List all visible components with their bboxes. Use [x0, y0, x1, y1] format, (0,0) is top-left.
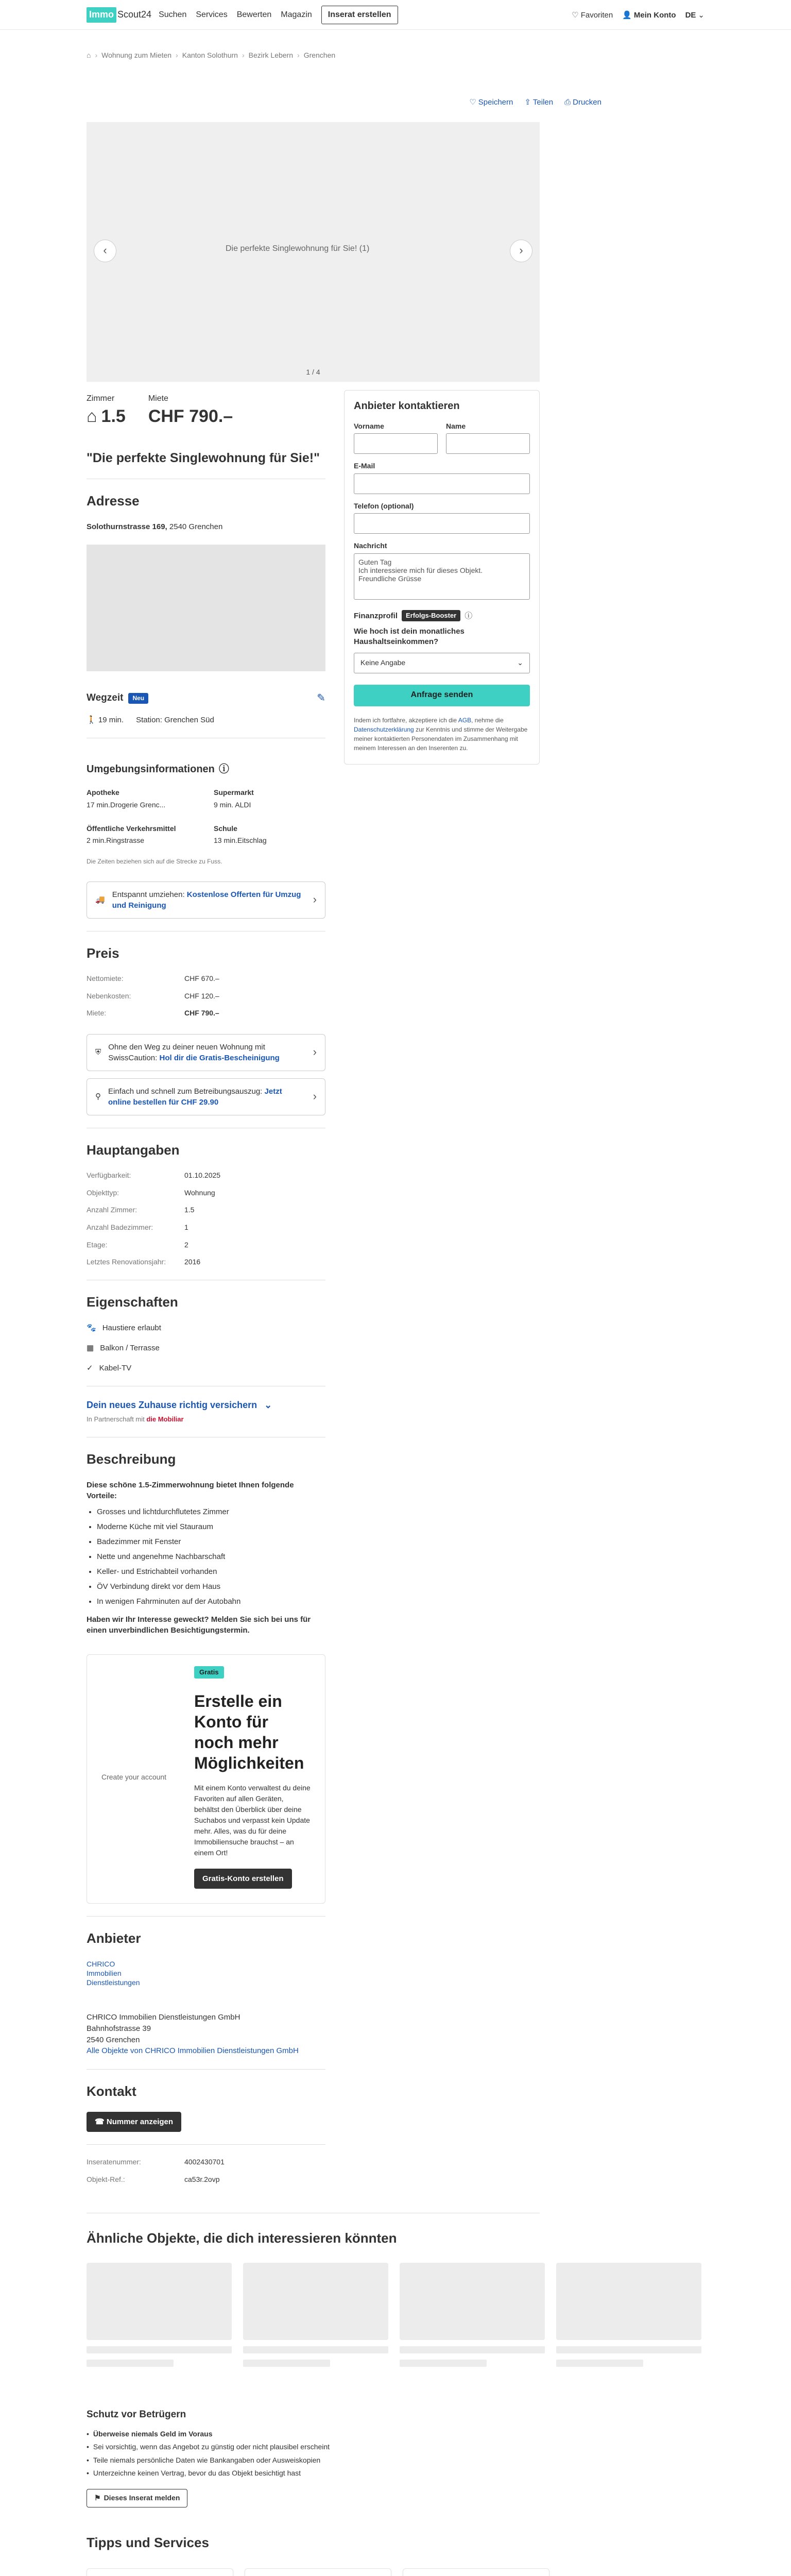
phone-input[interactable]	[354, 513, 530, 534]
contact-key: Objekt-Ref.:	[87, 2175, 125, 2184]
moving-promo-link: Kostenlose Offerten für Umzug und Reinigung	[112, 890, 301, 910]
provider-all-listings-link[interactable]: Alle Objekte von CHRICO Immobilien Dienstleistungen GmbH	[87, 2046, 299, 2056]
info-value: 1	[184, 1223, 188, 1231]
heart-icon: ♡	[469, 97, 476, 107]
similar-image	[243, 2263, 388, 2340]
message-input[interactable]	[354, 553, 530, 600]
map[interactable]	[87, 545, 325, 671]
lastname-input[interactable]	[446, 433, 530, 454]
new-badge: Neu	[128, 693, 148, 704]
rent-fact	[148, 393, 233, 429]
environment-value: 9 min. ALDI	[214, 801, 251, 809]
info-value: Wohnung	[184, 1188, 215, 1197]
services-heading: Tipps und Services	[87, 2534, 209, 2550]
price-value: CHF 120.–	[184, 991, 219, 1000]
similar-placeholder	[400, 2346, 545, 2353]
contact-form-heading: Anbieter kontaktieren	[354, 400, 460, 412]
contact-value: 4002430701	[184, 2158, 225, 2166]
breadcrumb	[87, 30, 704, 61]
fraud-text: Überweise niemals Geld im Voraus	[93, 2429, 213, 2438]
contact-value: ca53r.2ovp	[184, 2175, 220, 2184]
chevron-right-icon: ›	[313, 893, 317, 906]
commute-row	[87, 691, 325, 705]
feature-label: Haustiere erlaubt	[102, 1324, 161, 1333]
moving-promo-text: Entspannt umziehen:	[112, 890, 187, 899]
info-key: Letztes Renovationsjahr:	[87, 1258, 166, 1266]
income-select-value: Keine Angabe	[360, 658, 406, 667]
price-row	[87, 974, 325, 984]
account-title: Erstelle ein Konto für noch mehr Möglichkeiten	[194, 1692, 304, 1773]
language-select[interactable]	[685, 10, 704, 21]
environment-category: Supermarkt	[214, 788, 254, 797]
description-intro: Diese schöne 1.5-Zimmerwohnung bietet Ihnen folgende Vorteile:	[87, 1480, 294, 1500]
similar-listings	[87, 2263, 704, 2367]
home-icon[interactable]: ⌂	[87, 51, 91, 59]
listing-title: "Die perfekte Singlewohnung für Sie!"	[87, 450, 320, 465]
features-heading: Eigenschaften	[87, 1294, 178, 1310]
similar-placeholder	[400, 2360, 487, 2367]
description-heading: Beschreibung	[87, 1451, 176, 1467]
info-value: 2016	[184, 1258, 201, 1266]
breadcrumb-item[interactable]: Wohnung zum Mieten	[101, 51, 172, 59]
header-actions	[572, 10, 704, 21]
address-street: Solothurnstrasse 169,	[87, 522, 167, 532]
chevron-right-icon: ›	[313, 1045, 317, 1059]
environment-note: Die Zeiten beziehen sich auf die Strecke zu Fuss.	[87, 857, 222, 865]
provider-address	[87, 2012, 325, 2057]
provider-heading: Anbieter	[87, 1930, 141, 1946]
chevron-right-icon: ›	[313, 1090, 317, 1103]
email-label: E-Mail	[354, 462, 375, 470]
provider-city: 2540 Grenchen	[87, 2035, 140, 2044]
site-header	[0, 0, 791, 30]
image-gallery[interactable]	[87, 122, 540, 382]
breadcrumb-item[interactable]: Kanton Solothurn	[182, 51, 238, 59]
badge-icon: ⚲	[95, 1092, 101, 1101]
feature-item	[87, 1323, 325, 1333]
deposit-promo-link: Hol dir die Gratis-Bescheinigung	[159, 1053, 280, 1062]
rooms-label: Zimmer	[87, 394, 115, 403]
address-city: 2540 Grenchen	[167, 522, 223, 532]
divider	[87, 1916, 325, 1917]
print-button[interactable]	[564, 97, 601, 108]
environment-value: 13 min.Eitschlag	[214, 836, 267, 845]
privacy-link[interactable]: Datenschutzerklärung	[354, 725, 414, 733]
info-key: Etage:	[87, 1240, 108, 1249]
truck-icon: 🚚	[95, 895, 105, 905]
insurance-partner	[87, 1415, 325, 1424]
firstname-input[interactable]	[354, 433, 438, 454]
similar-heading: Ähnliche Objekte, die dich interessieren könnten	[87, 2230, 397, 2246]
divider	[87, 2069, 325, 2070]
main-info-heading: Hauptangaben	[87, 1142, 180, 1158]
account-link[interactable]	[622, 10, 676, 21]
info-row	[87, 1240, 325, 1250]
environment-item	[214, 788, 325, 810]
services-grid	[87, 2568, 704, 2576]
feature-label: Balkon / Terrasse	[100, 1344, 160, 1353]
environment-category: Apotheke	[87, 788, 119, 797]
info-row	[87, 1205, 325, 1215]
commute-walk: 19 min.	[98, 716, 124, 725]
description-bullet: • Badezimmer mit Fenster	[97, 1536, 325, 1547]
account-image-alt: Create your account	[101, 1773, 167, 1782]
description-list	[97, 1506, 325, 1607]
user-icon: 👤	[622, 10, 632, 20]
contact-form-column	[344, 390, 540, 765]
price-key: Nettomiete:	[87, 974, 124, 983]
info-row	[87, 1171, 325, 1181]
check-icon: ✓	[87, 1364, 93, 1373]
feature-item	[87, 1343, 325, 1353]
info-icon[interactable]: ⓘ	[218, 764, 229, 775]
legal-text	[354, 716, 530, 753]
show-number-label: Nummer anzeigen	[106, 2117, 174, 2127]
chevron-right-icon: ›	[95, 51, 98, 59]
description	[87, 1480, 325, 1636]
balcony-icon: ▦	[87, 1344, 94, 1353]
legal-text-1: Indem ich fortfahre, akzeptiere ich die	[354, 716, 458, 724]
contact-heading: Kontakt	[87, 2083, 136, 2099]
similar-image	[556, 2263, 701, 2340]
chevron-down-icon: ⌄	[264, 1400, 272, 1411]
moving-promo[interactable]	[87, 882, 325, 919]
chevron-down-icon: ⌄	[698, 10, 704, 20]
info-row	[87, 1257, 325, 1267]
free-badge: Gratis	[194, 1666, 224, 1679]
language-label: DE	[685, 10, 696, 20]
account-image	[101, 1666, 179, 1889]
listing-actions	[87, 97, 704, 108]
extract-promo[interactable]	[87, 1078, 325, 1115]
room-icon: ⌂	[87, 406, 97, 426]
feature-item	[87, 1363, 325, 1374]
nav-services[interactable]: Services	[196, 10, 228, 19]
price-row	[87, 991, 325, 1002]
chevron-right-icon: ›	[242, 51, 245, 59]
contact-row	[87, 2157, 325, 2167]
save-label: Speichern	[478, 97, 513, 107]
report-listing-button[interactable]	[87, 2489, 187, 2507]
save-button[interactable]	[469, 97, 513, 108]
environment-value: 17 min.Drogerie Grenc...	[87, 801, 166, 809]
nav-magazine[interactable]: Magazin	[281, 10, 312, 19]
account-text: Mit einem Konto verwaltest du deine Favoriten auf allen Geräten, behältst den Überblick über deine Suchabos und verpasst kein Update mehr. Alles, was du für deine Immobiliensuche brauchst – an einem Ort!	[194, 1784, 311, 1857]
price-row	[87, 1008, 325, 1019]
insurance-partner-label: In Partnerschaft mit	[87, 1415, 145, 1423]
dot-icon: •	[87, 2443, 89, 2451]
similar-card[interactable]	[556, 2263, 701, 2367]
fraud-item	[87, 2455, 704, 2466]
commute-detail	[87, 715, 325, 725]
share-button[interactable]	[524, 97, 553, 108]
environment-value: 2 min.Ringstrasse	[87, 836, 145, 845]
dot-icon: •	[87, 2455, 89, 2464]
printer-icon: ⎙	[564, 97, 571, 107]
fraud-text: Sei vorsichtig, wenn das Angebot zu günstig oder nicht plausibel erscheint	[93, 2443, 330, 2451]
rent-label: Miete	[148, 394, 168, 403]
show-number-button[interactable]	[87, 2112, 181, 2132]
phone-label: Telefon (optional)	[354, 501, 414, 510]
favorites-link[interactable]	[572, 10, 613, 21]
booster-badge: Erfolgs-Booster	[402, 610, 460, 621]
commute-station: Station: Grenchen Süd	[136, 716, 214, 725]
financial-profile-label: Finanzprofil	[354, 611, 398, 620]
favorites-label: Favoriten	[580, 10, 613, 20]
extract-promo-link: Jetzt online bestellen für CHF 29.90	[108, 1087, 282, 1107]
terms-link[interactable]: AGB	[458, 716, 472, 724]
deposit-promo[interactable]	[87, 1034, 325, 1071]
environment-grid	[87, 788, 325, 845]
chevron-left-icon[interactable]: ‹	[94, 240, 116, 262]
info-value: 01.10.2025	[184, 1171, 221, 1180]
listing-details	[87, 382, 325, 2192]
address-text	[87, 521, 325, 532]
message-label: Nachricht	[354, 541, 387, 550]
service-card	[87, 2568, 233, 2576]
lastname-label: Name	[446, 421, 466, 430]
account-promo-card	[87, 1654, 325, 1904]
similar-card[interactable]	[243, 2263, 388, 2367]
insurance-label: Dein neues Zuhause richtig versichern	[87, 1400, 257, 1411]
similar-placeholder	[87, 2360, 174, 2367]
dot-icon: •	[87, 2429, 89, 2438]
edit-icon[interactable]: ✎	[317, 692, 325, 704]
price-value: CHF 790.–	[184, 1009, 219, 1018]
service-card	[245, 2568, 391, 2576]
environment-title: Umgebungsinformationen	[87, 764, 215, 775]
fraud-item	[87, 2442, 704, 2452]
share-label: Teilen	[532, 97, 554, 107]
info-key: Objekttyp:	[87, 1188, 119, 1197]
fraud-text: Teile niemals persönliche Daten wie Bankangaben oder Ausweiskopien	[93, 2455, 321, 2464]
legal-text-3: zur Kenntnis und stimme der Weitergabe meiner kontaktierten Personendaten im Zusammenhang mit meinem Interessen an den Inserenten zu.	[354, 725, 528, 752]
info-value: 2	[184, 1240, 188, 1249]
divider	[87, 2144, 325, 2145]
info-key: Verfügbarkeit:	[87, 1171, 131, 1180]
gallery-counter: 1 / 4	[306, 368, 320, 376]
gallery-image-alt: Die perfekte Singlewohnung für Sie! (1)	[226, 244, 370, 253]
fraud-item	[87, 2468, 704, 2479]
similar-placeholder	[243, 2346, 388, 2353]
price-heading: Preis	[87, 945, 119, 961]
info-key: Anzahl Zimmer:	[87, 1206, 137, 1214]
service-card	[403, 2568, 549, 2576]
info-value: 1.5	[184, 1206, 195, 1214]
info-row	[87, 1188, 325, 1198]
income-question: Wie hoch ist dein monatliches Haushaltseinkommen?	[354, 627, 465, 647]
info-key: Anzahl Badezimmer:	[87, 1223, 153, 1231]
print-label: Drucken	[573, 97, 601, 107]
create-listing-button[interactable]: Inserat erstellen	[321, 6, 398, 24]
breadcrumb-item[interactable]: Bezirk Lebern	[248, 51, 294, 59]
address-heading: Adresse	[87, 493, 140, 509]
similar-placeholder	[556, 2346, 701, 2353]
description-outro: Haben wir Ihr Interesse geweckt? Melden Sie sich bei uns für einen unverbindlichen Besichtigungstermin.	[87, 1615, 311, 1635]
mobiliar-logo: die Mobiliar	[146, 1415, 184, 1423]
similar-placeholder	[87, 2346, 232, 2353]
info-row	[87, 1223, 325, 1233]
price-value: CHF 670.–	[184, 974, 219, 983]
dot-icon: •	[87, 2469, 89, 2478]
description-bullet: • Moderne Küche mit viel Stauraum	[97, 1521, 325, 1532]
logo-text: Scout24	[117, 9, 152, 20]
similar-image	[87, 2263, 232, 2340]
description-bullet: • Keller- und Estrichabteil vorhanden	[97, 1566, 325, 1577]
price-key: Nebenkosten:	[87, 991, 131, 1000]
description-bullet: • Nette und angenehme Nachbarschaft	[97, 1551, 325, 1562]
feature-label: Kabel-TV	[99, 1364, 132, 1373]
similar-placeholder	[243, 2360, 330, 2367]
extract-promo-text: Einfach und schnell zum Betreibungsauszug:	[108, 1087, 265, 1096]
report-label: Dieses Inserat melden	[104, 2494, 180, 2502]
commute-title: Wegzeit	[87, 692, 124, 704]
fraud-heading: Schutz vor Betrügern	[87, 2409, 186, 2420]
similar-card[interactable]	[400, 2263, 545, 2367]
phone-icon: ☎	[95, 2117, 105, 2127]
rooms-fact	[87, 393, 126, 429]
description-bullet: • ÖV Verbindung direkt vor dem Haus	[97, 1581, 325, 1592]
environment-category: Öffentliche Verkehrsmittel	[87, 824, 176, 833]
logo-box: Immo	[87, 7, 116, 22]
contact-row	[87, 2175, 325, 2185]
shield-icon: ⛨	[95, 1048, 101, 1057]
breadcrumb-item[interactable]: Grenchen	[303, 51, 336, 59]
send-request-button[interactable]: Anfrage senden	[354, 685, 530, 706]
share-icon: ⇪	[524, 97, 531, 107]
nav-search[interactable]: Suchen	[159, 10, 187, 19]
main-grid	[87, 382, 704, 2192]
description-bullet: • Grosses und lichtdurchflutetes Zimmer	[97, 1506, 325, 1517]
info-icon[interactable]: ⓘ	[465, 611, 473, 620]
provider-logo[interactable]: CHRICO Immobilien Dienstleistungen	[87, 1959, 140, 1987]
walk-icon: 🚶	[87, 716, 96, 725]
similar-placeholder	[556, 2360, 643, 2367]
provider-name: CHRICO Immobilien Dienstleistungen GmbH	[87, 2013, 240, 2022]
environment-item	[87, 788, 198, 810]
financial-profile	[354, 610, 530, 621]
environment-heading	[87, 762, 325, 776]
account-label: Mein Konto	[633, 10, 676, 20]
heart-icon: ♡	[572, 10, 579, 20]
environment-item	[214, 824, 325, 846]
nav-rate[interactable]: Bewerten	[236, 10, 272, 19]
chevron-down-icon: ⌄	[517, 658, 523, 667]
environment-item	[87, 824, 198, 846]
chevron-right-icon[interactable]: ›	[510, 240, 532, 262]
firstname-label: Vorname	[354, 421, 384, 430]
fraud-protection	[87, 2408, 704, 2507]
rent-value: CHF 790.–	[148, 406, 233, 426]
similar-image	[400, 2263, 545, 2340]
fraud-text: Unterzeichne keinen Vertrag, bevor du das Objekt besichtigt hast	[93, 2469, 301, 2478]
flag-icon: ⚑	[94, 2494, 101, 2502]
legal-text-2: , nehme die	[471, 716, 504, 724]
chevron-right-icon: ›	[297, 51, 300, 59]
provider-street: Bahnhofstrasse 39	[87, 2024, 151, 2033]
description-bullet: • In wenigen Fahrminuten auf der Autobahn	[97, 1596, 325, 1607]
logo[interactable]	[87, 7, 151, 22]
fraud-item	[87, 2429, 704, 2439]
paw-icon: 🐾	[87, 1324, 96, 1333]
income-select[interactable]	[354, 653, 530, 673]
similar-card[interactable]	[87, 2263, 232, 2367]
chevron-right-icon: ›	[176, 51, 178, 59]
key-facts	[87, 393, 325, 429]
rooms-value: 1.5	[101, 406, 126, 426]
main-nav	[159, 6, 398, 24]
price-key: Miete:	[87, 1009, 107, 1018]
environment-category: Schule	[214, 824, 237, 833]
create-account-button[interactable]: Gratis-Konto erstellen	[194, 1869, 292, 1889]
email-input[interactable]	[354, 473, 530, 494]
insurance-link[interactable]	[87, 1399, 325, 1412]
contact-form	[344, 390, 540, 765]
deposit-promo-text: Ohne den Weg zu deiner neuen Wohnung mit SwissCaution:	[108, 1042, 265, 1062]
contact-key: Inseratenummer:	[87, 2158, 141, 2166]
